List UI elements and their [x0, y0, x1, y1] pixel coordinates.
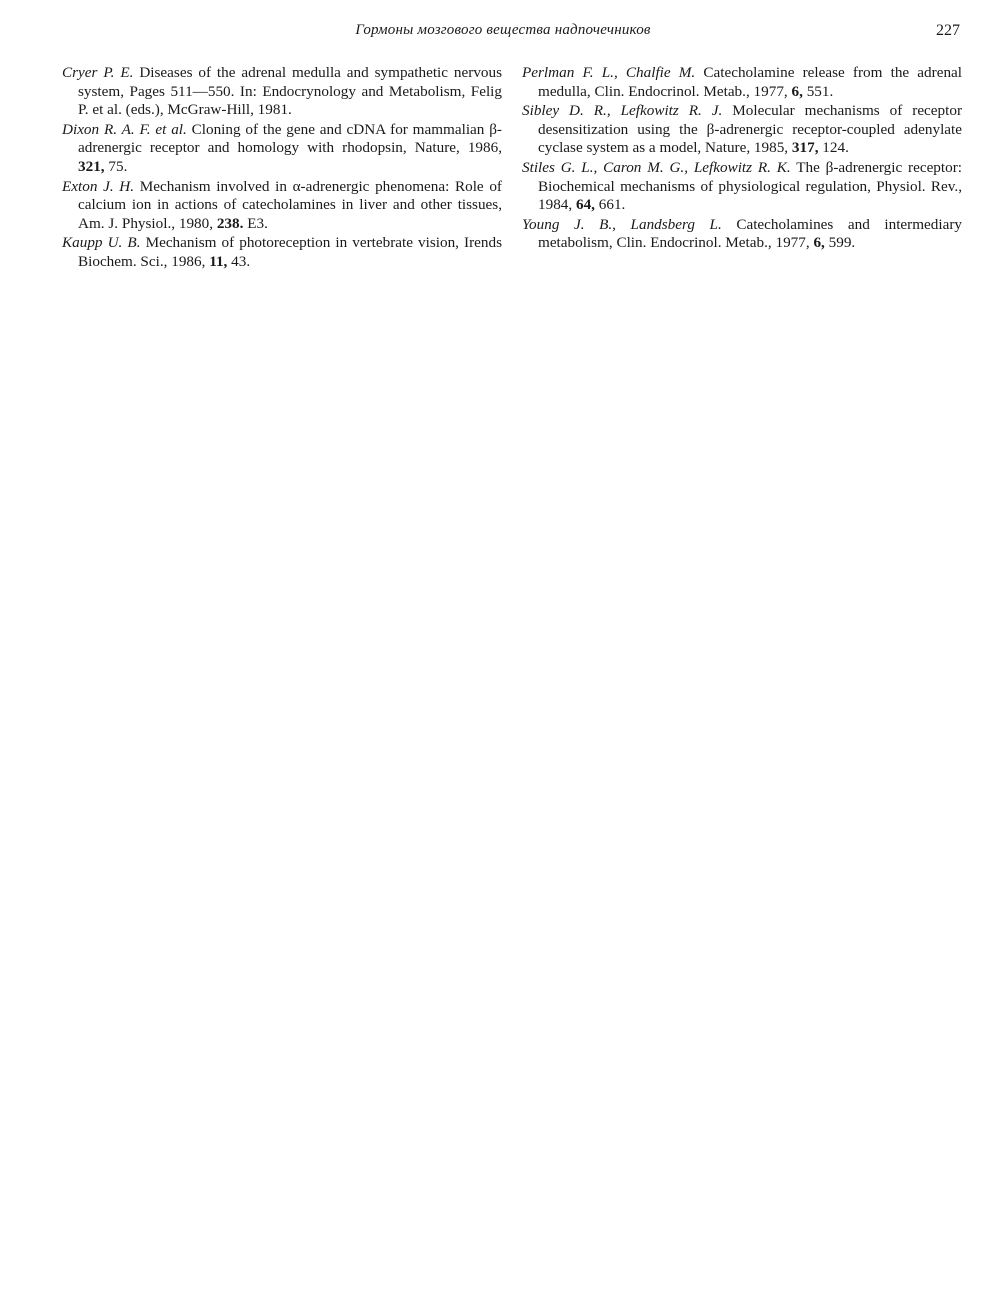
reference-authors: Sibley D. R., Lefkowitz R. J.	[522, 102, 723, 120]
reference-volume: 11,	[209, 252, 228, 270]
reference-dixon	[62, 121, 502, 177]
reference-text: The β-adrenergic receptor: Biochemical mechanisms of physiological regulation, Physiol. Rev., 1984,	[538, 158, 962, 214]
reference-exton	[62, 178, 502, 234]
reference-text: Molecular mechanisms of receptor desensitization using the β-adrenergic receptor-coupled adenylate cyclase system as a model, Nature, 1985,	[538, 102, 963, 157]
reference-authors: Young J. B., Landsberg L.	[522, 215, 722, 233]
running-title: Гормоны мозгового вещества надпочечников	[355, 22, 651, 38]
reference-text: Diseases of the adrenal medulla and sympathetic nervous system, Pages 511—550. In: Endocrynology and Metabolism, Felig P. et al. (eds.), McGraw-Hill, 1981.	[78, 64, 503, 119]
page-number: 227	[936, 22, 960, 39]
reference-authors: Exton J. H.	[62, 177, 135, 195]
references-right-column	[522, 64, 962, 254]
reference-tail: 551.	[802, 82, 834, 100]
reference-text: Cloning of the gene and cDNA for mammalian β-adrenergic receptor and homology with rhodopsin, Nature, 1986,	[78, 120, 502, 157]
reference-sibley	[522, 102, 962, 158]
reference-authors: Perlman F. L., Chalfie M.	[522, 64, 696, 81]
reference-text: Mechanism of photoreception in vertebrate vision, Irends Biochem. Sci., 1986,	[78, 234, 503, 270]
reference-tail: 43.	[227, 252, 251, 270]
reference-text: Catecholamines and intermediary metabolism, Clin. Endocrinol. Metab., 1977,	[538, 215, 962, 252]
reference-tail: 75.	[104, 157, 128, 175]
reference-text: Mechanism involved in α-adrenergic phenomena: Role of calcium ion in actions of catecholamines in liver and other tissues, Am. J. Physiol., 1980,	[78, 177, 502, 232]
reference-stiles	[522, 159, 962, 215]
reference-volume: 317,	[791, 139, 819, 157]
reference-volume: 6,	[791, 82, 803, 100]
reference-perlman	[522, 64, 962, 101]
reference-authors: Dixon R. A. F. et al.	[62, 120, 187, 138]
reference-cryer	[62, 64, 502, 120]
reference-volume: 238.	[216, 214, 244, 232]
references-left-column	[62, 64, 502, 273]
reference-young	[522, 216, 962, 253]
reference-authors: Stiles G. L., Caron M. G., Lefkowitz R. K.	[522, 158, 791, 176]
reference-volume: 321,	[78, 157, 105, 175]
reference-volume: 6,	[813, 234, 825, 252]
reference-volume: 64,	[575, 196, 595, 214]
reference-kaupp	[62, 234, 502, 271]
reference-authors: Kaupp U. B.	[62, 234, 141, 252]
reference-tail: 124.	[818, 139, 849, 157]
reference-tail: 599.	[824, 234, 856, 252]
reference-text: Catecholamine release from the adrenal medulla, Clin. Endocrinol. Metab., 1977,	[538, 64, 962, 100]
reference-authors: Cryer P. E.	[62, 64, 134, 81]
running-head	[0, 22, 1006, 44]
reference-tail: 661.	[594, 196, 626, 214]
reference-tail: E3.	[243, 214, 268, 232]
